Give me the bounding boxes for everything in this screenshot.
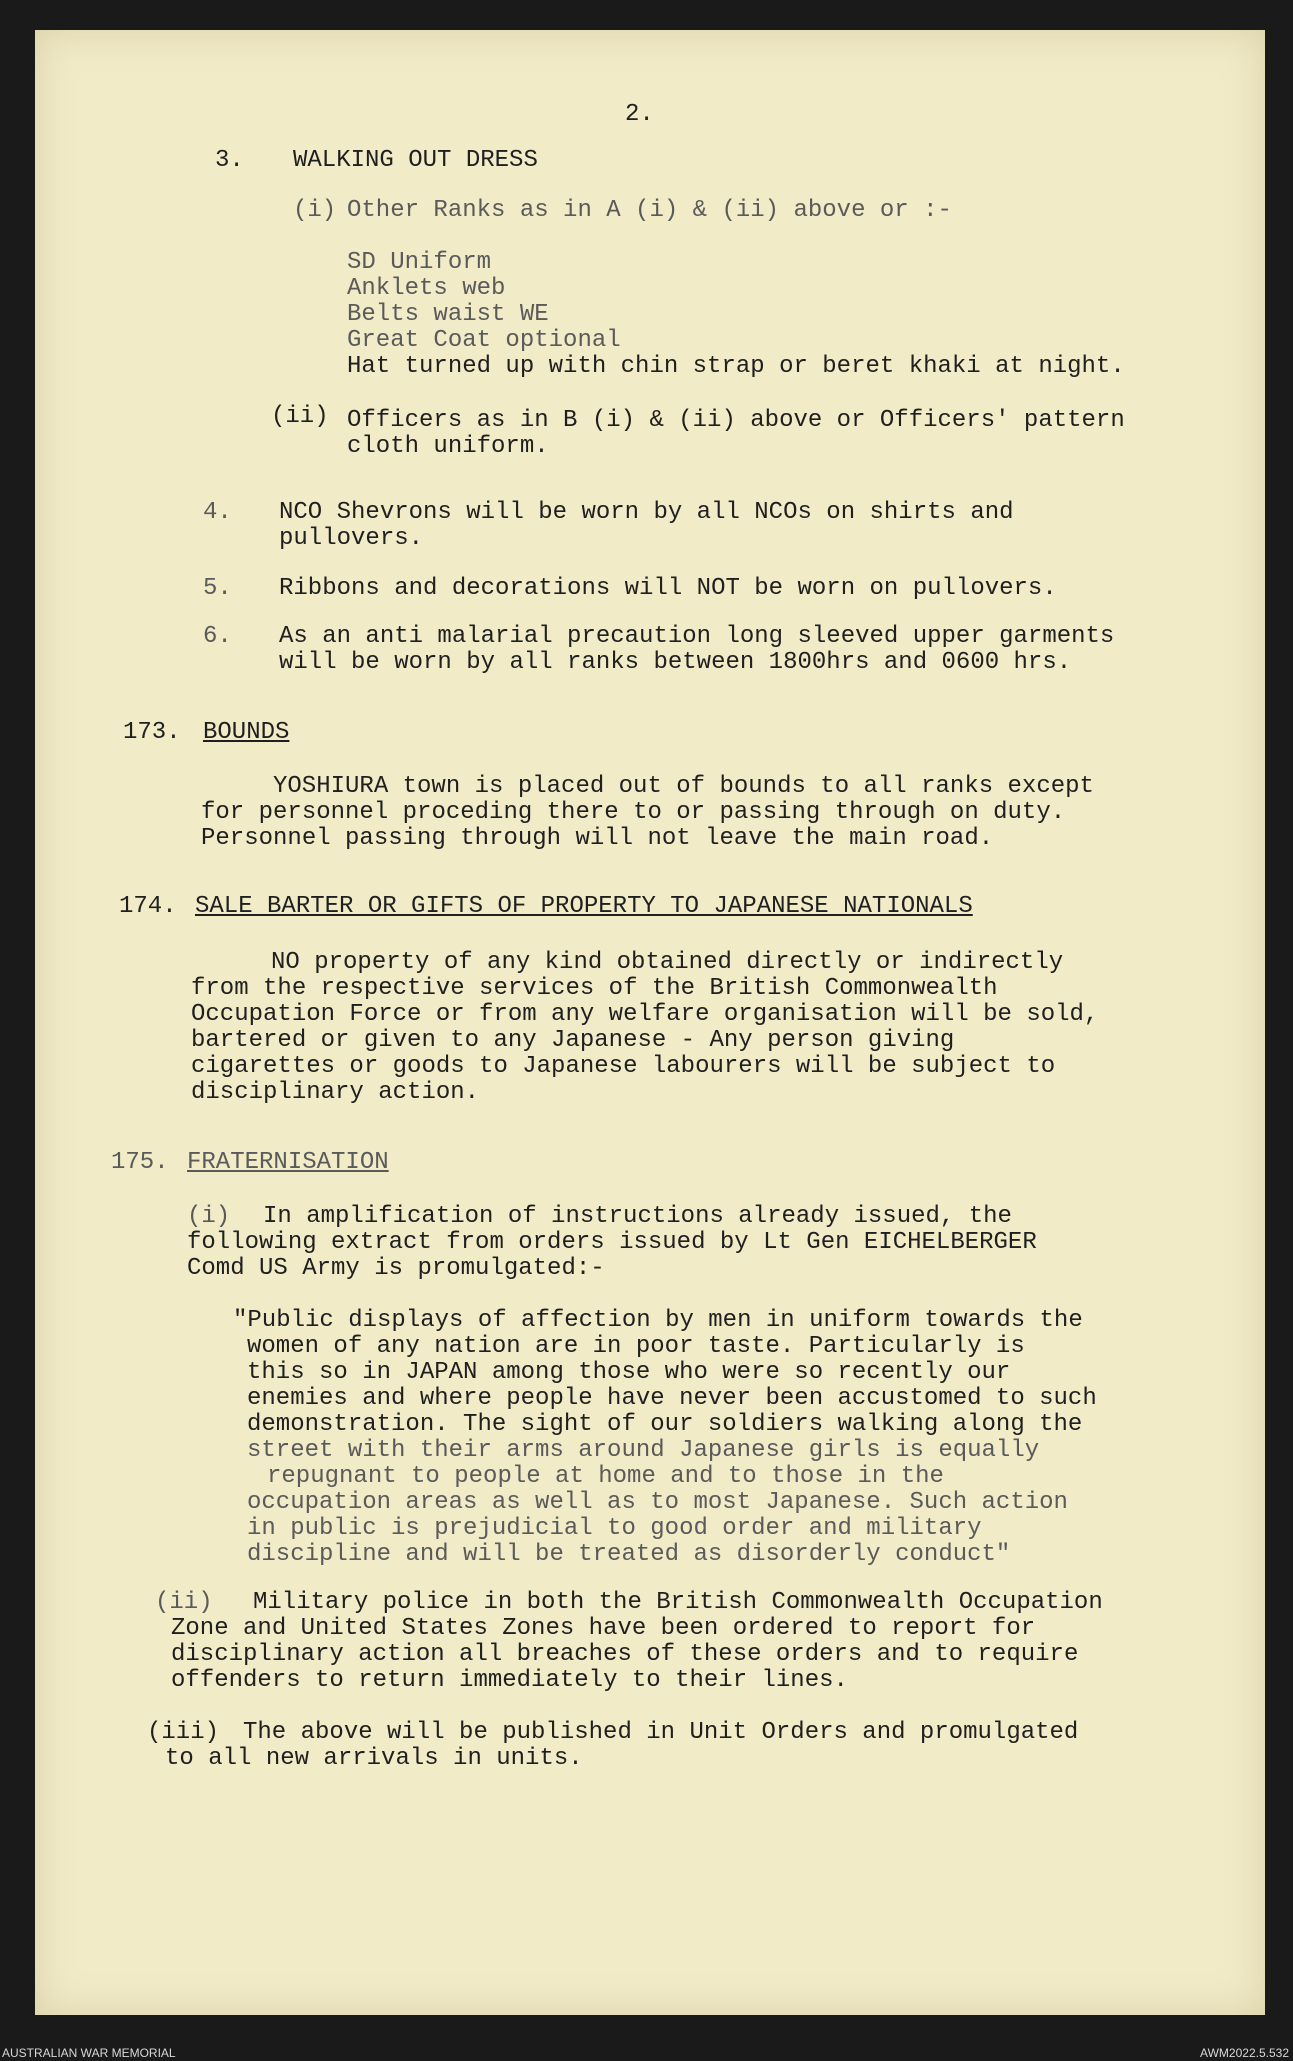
dress-list-item: Belts waist WE [347, 301, 549, 328]
item-6-number: 6. [203, 623, 232, 650]
item-3-sub-ii-label: (ii) [271, 403, 329, 430]
section-173-line: Personnel passing through will not leave the main road. [201, 825, 994, 852]
item-3-sub-i-text: Other Ranks as in A (i) & (ii) above or :- [347, 197, 952, 224]
section-175-sub-i-line: In amplification of instructions already issued, the [263, 1203, 1012, 1230]
footer-left: AUSTRALIAN WAR MEMORIAL [2, 2046, 176, 2060]
section-174-line: from the respective services of the British Commonwealth [191, 975, 998, 1002]
item-3-sub-i-label: (i) [293, 197, 337, 224]
section-175-heading: FRATERNISATION [187, 1149, 389, 1176]
quote-line: demonstration. The sight of our soldiers walking along the [247, 1411, 1083, 1438]
section-175-sub-ii-line: Zone and United States Zones have been ordered to report for [171, 1615, 1036, 1642]
item-4-line: pullovers. [279, 525, 424, 552]
section-174-number: 174. [119, 893, 177, 920]
section-174-line: cigarettes or goods to Japanese labourers will be subject to [191, 1053, 1056, 1080]
dress-list-item: Great Coat optional [347, 327, 621, 354]
item-6-line: As an anti malarial precaution long sleeved upper garments [279, 623, 1115, 650]
section-175-number: 175. [111, 1149, 169, 1176]
section-175-sub-i-line: following extract from orders issued by Lt Gen EICHELBERGER [187, 1229, 1037, 1256]
item-3-sub-ii-line: cloth uniform. [347, 433, 549, 460]
section-175-sub-ii-line: disciplinary action all breaches of these orders and to require [171, 1641, 1079, 1668]
quote-line: this so in JAPAN among those who were so recently our [247, 1359, 1011, 1386]
section-175-sub-iii-line: to all new arrivals in units. [165, 1745, 583, 1772]
section-175-sub-i-label: (i) [187, 1203, 231, 1230]
item-6-line: will be worn by all ranks between 1800hrs and 0600 hrs. [279, 649, 1072, 676]
section-174-line: NO property of any kind obtained directly or indirectly [271, 949, 1064, 976]
section-173-line: YOSHIURA town is placed out of bounds to all ranks except [273, 773, 1094, 800]
section-175-sub-ii-line: offenders to return immediately to their lines. [171, 1667, 848, 1694]
section-174-line: disciplinary action. [191, 1079, 480, 1106]
quote-line: discipline and will be treated as disorderly conduct" [247, 1541, 1011, 1568]
page-number: 2. [625, 101, 654, 128]
section-175-sub-ii-label: (ii) [155, 1589, 213, 1616]
section-175-sub-i-line: Comd US Army is promulgated:- [187, 1255, 605, 1282]
quote-line: street with their arms around Japanese girls is equally [247, 1437, 1040, 1464]
item-5-line: Ribbons and decorations will NOT be worn on pullovers. [279, 575, 1057, 602]
footer-right: AWM2022.5.532 [1200, 2046, 1289, 2060]
section-173-heading: BOUNDS [203, 719, 290, 746]
section-174-line: Occupation Force or from any welfare organisation will be sold, [191, 1001, 1099, 1028]
document-page [35, 30, 1265, 2015]
item-3-sub-ii-line: Officers as in B (i) & (ii) above or Officers' pattern [347, 407, 1125, 434]
item-4-line: NCO Shevrons will be worn by all NCOs on shirts and [279, 499, 1014, 526]
section-173-number: 173. [123, 719, 181, 746]
dress-list-item: Hat turned up with chin strap or beret khaki at night. [347, 353, 1125, 380]
item-3-heading: WALKING OUT DRESS [293, 147, 538, 174]
item-3-number: 3. [215, 147, 244, 174]
item-4-number: 4. [203, 499, 232, 526]
section-175-sub-iii-label: (iii) [147, 1719, 220, 1746]
quote-line: repugnant to people at home and to those in the [267, 1463, 944, 1490]
quote-line: "Public displays of affection by men in uniform towards the [233, 1307, 1083, 1334]
section-174-line: bartered or given to any Japanese - Any person giving [191, 1027, 955, 1054]
section-174-heading: SALE BARTER OR GIFTS OF PROPERTY TO JAPANESE NATIONALS [195, 893, 973, 920]
section-173-line: for personnel proceding there to or passing through on duty. [201, 799, 1066, 826]
quote-line: enemies and where people have never been accustomed to such [247, 1385, 1097, 1412]
quote-line: in public is prejudicial to good order and military [247, 1515, 982, 1542]
quote-line: women of any nation are in poor taste. Particularly is [247, 1333, 1025, 1360]
dress-list-item: Anklets web [347, 275, 506, 302]
item-5-number: 5. [203, 575, 232, 602]
quote-line: occupation areas as well as to most Japanese. Such action [247, 1489, 1068, 1516]
dress-list-item: SD Uniform [347, 249, 492, 276]
section-175-sub-ii-line: Military police in both the British Commonwealth Occupation [253, 1589, 1103, 1616]
section-175-sub-iii-line: The above will be published in Unit Orders and promulgated [243, 1719, 1079, 1746]
